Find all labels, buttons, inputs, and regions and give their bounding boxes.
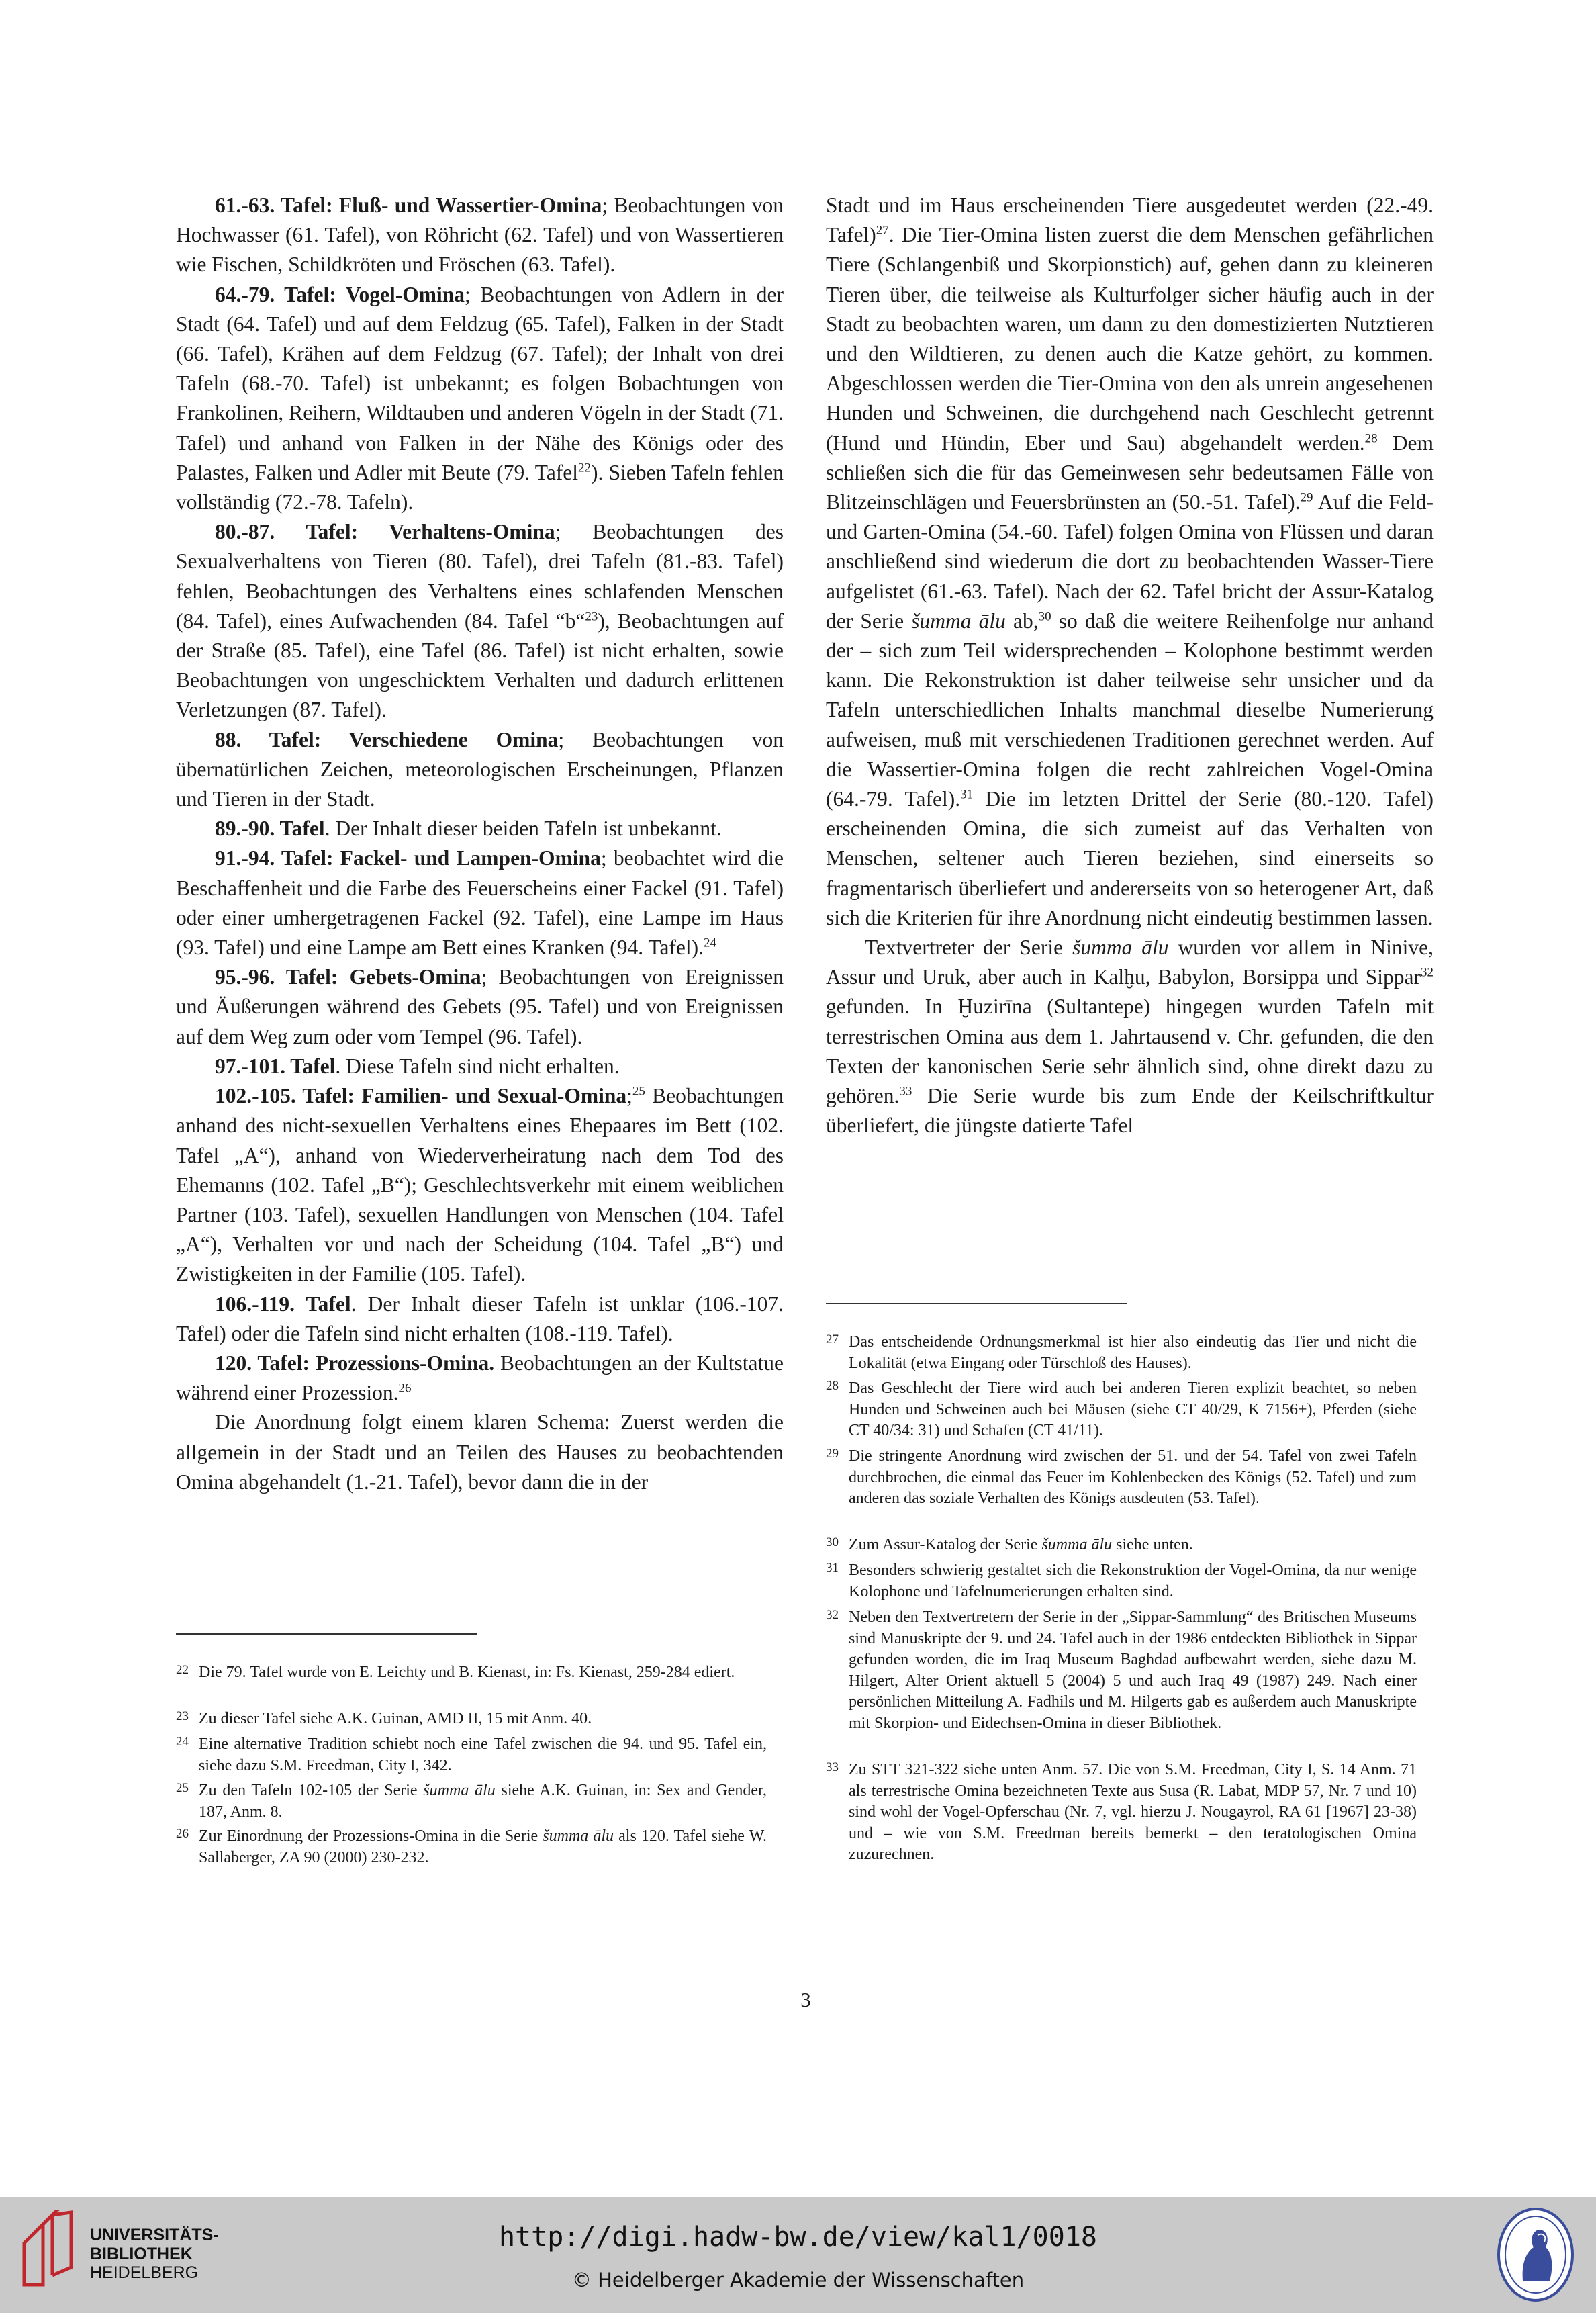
text-run: siehe unten.: [1112, 1536, 1193, 1553]
text-run: Die Anordnung folgt einem klaren Schema: Zuerst werden die allgemein in der Stadt und an Teilen des Hauses zu beobachtenden Omina abgehandelt (1.-21. Tafel), bevor dann die in der: [176, 1410, 784, 1494]
text-run: ; Beobachtungen des Sexualverhaltens von Tieren (80. Tafel), drei Tafeln (81.-83. Tafel) fehlen, Beobachtungen des Verhaltens eines schlafenden Menschen (84. Tafel), eines Aufwachenden (84. Tafel “b“: [176, 520, 784, 633]
text-run: Stadt und im Haus erscheinenden Tiere ausgedeutet werden (22.-49. Tafel): [826, 193, 1434, 247]
bold-heading: 120. Tafel: Prozessions-Omina.: [215, 1351, 495, 1375]
footnote: [176, 1780, 767, 1823]
footnote-number: 25: [176, 1781, 189, 1795]
footnote: [176, 1826, 767, 1868]
italic-title: šumma ālu: [543, 1827, 614, 1845]
footnote: [176, 1662, 767, 1684]
bold-heading: 61.-63. Tafel: Fluß- und Wassertier-Omina: [215, 193, 602, 217]
text-run: Die 79. Tafel wurde von E. Leichty und B. Kienast, in: Fs. Kienast, 259-284 ediert.: [199, 1664, 735, 1681]
body-paragraph: [176, 191, 784, 280]
academy-seal-icon: [1496, 2206, 1575, 2304]
bold-heading: 64.-79. Tafel: Vogel-Omina: [215, 282, 465, 306]
footnote-rule-right: [826, 1303, 1127, 1304]
text-run: . Die Tier-Omina listen zuerst die dem Menschen gefährlichen Tiere (Schlangenbiß und Skorpionstich) auf, gehen dann zu kleineren Tieren über, die teilweise als Kulturfolger sicher häufig auch in der Stadt zu beobachten waren, um dann zu den domestizierten Nutztieren und den Wildtieren, zu denen auch die Katze gehört, zu kommen. Abgeschlossen werden die Tier-Omina von den als unrein angesehenen Hunden und Schweinen, die durchgehend nach Geschlecht getrennt (Hund und Hündin, Eber und Sau) abgehandelt werden.: [826, 223, 1434, 455]
footnote-reference: 29: [1300, 490, 1313, 505]
footnote-text: [849, 1560, 1417, 1602]
text-run: ). Sieben Tafeln fehlen vollständig (72.-78. Tafeln).: [176, 460, 784, 514]
footnote-number: 27: [826, 1332, 839, 1347]
footnote: [826, 1760, 1417, 1866]
footnote: [826, 1607, 1417, 1734]
footnote-number: 26: [176, 1827, 189, 1841]
bold-heading: 106.-119. Tafel: [215, 1291, 351, 1316]
italic-title: šumma ālu: [1072, 936, 1169, 960]
text-run: ; Beobachtungen von Adlern in der Stadt (64. Tafel) und auf dem Feldzug (65. Tafel), Falken in der Stadt (66. Tafel), Krähen auf dem Feldzug (67. Tafel); der Inhalt von drei Tafeln (68.-70. Tafel) ist unbekannt; es folgen Bobachtungen von Frankolinen, Reihern, Wildtauben und anderen Vögeln in der Stadt (71. Tafel) und anhand von Falken in der Nähe des Königs oder des Palastes, Falken und Adler mit Beute (79. Tafel: [176, 282, 784, 484]
text-run: Zu den Tafeln 102-105 der Serie: [199, 1782, 424, 1799]
text-run: ab,: [1005, 608, 1039, 633]
text-run: Besonders schwierig gestaltet sich die Rekonstruktion der Vogel-Omina, da nur wenige Kolophone und Tafelnumerierungen erhalten sind.: [849, 1561, 1417, 1600]
footnote-text: [849, 1446, 1417, 1510]
body-paragraph: [176, 1289, 784, 1349]
footnote-text: [199, 1662, 767, 1684]
footnote-text: [849, 1607, 1417, 1734]
footnote-text: [849, 1378, 1417, 1442]
footnote-reference: 30: [1038, 609, 1051, 624]
body-paragraph: [176, 814, 784, 844]
text-run: Dem schließen sich die für das Gemeinwesen sehr bedeutsamen Fälle von Blitzeinschlägen und Feuersbrünsten an (50.-51. Tafel).: [826, 430, 1434, 514]
text-run: als 120. Tafel siehe W. Sallaberger, ZA 90 (2000) 230-232.: [199, 1827, 767, 1866]
text-run: . Der Inhalt dieser Tafeln ist unklar (106.-107. Tafel) oder die Tafeln sind nicht erhalten (108.-119. Tafel).: [176, 1291, 784, 1345]
footnote-reference: 31: [960, 787, 974, 802]
bold-heading: 88. Tafel: Verschiedene Omina: [215, 727, 559, 752]
university-library-name: UNIVERSITÄTS- BIBLIOTHEK HEIDELBERG: [90, 2226, 219, 2282]
body-paragraph: [176, 280, 784, 518]
body-paragraph: [176, 962, 784, 1052]
text-run: Beobachtungen an der Kultstatue während einer Prozession.: [176, 1351, 784, 1405]
footnote-number: 28: [826, 1379, 839, 1393]
permalink-url[interactable]: http://digi.hadw-bw.de/view/kal1/0018: [498, 2222, 1098, 2253]
footnote: [826, 1535, 1417, 1556]
footnote-number: 31: [826, 1561, 839, 1575]
text-run: Die stringente Anordnung wird zwischen der 51. und der 54. Tafel von zwei Tafeln durchbrochen, die einmal das Feuer im Kohlenbecken des Königs (52. Tafel) und zum anderen das soziale Verhalten des Königs ausdeuten (53. Tafel).: [849, 1447, 1417, 1507]
footnote-text: [199, 1734, 767, 1776]
text-run: ;: [626, 1084, 632, 1108]
footnote-rule-left: [176, 1633, 477, 1635]
bold-heading: 95.-96. Tafel: Gebets-Omina: [215, 965, 481, 989]
right-text-column: [826, 191, 1434, 1141]
footnote: [826, 1332, 1417, 1374]
footnote-reference: 27: [876, 223, 889, 238]
body-paragraph: [826, 191, 1434, 933]
footnote-reference: 28: [1364, 431, 1378, 446]
bold-heading: 102.-105. Tafel: Familien- und Sexual-Omina: [215, 1084, 627, 1108]
text-run: ), Beobachtungen auf der Straße (85. Tafel), eine Tafel (86. Tafel) ist nicht erhalten, sowie Beobachtungen von ungeschicktem Verhalten und dadurch erlittenen Verletzungen (87. Tafel).: [176, 608, 784, 722]
text-run: Das Geschlecht der Tiere wird auch bei anderen Tieren explizit beachtet, so neben Hunden und Schweinen auch bei Mäusen (siehe CT 40/29, K 7156+), Pferden (siehe CT 40/34: 31) und Schafen (CT 41/11).: [849, 1379, 1417, 1439]
footnote-number: 22: [176, 1663, 189, 1677]
text-run: Beobachtungen anhand des nicht-sexuellen Verhaltens eines Ehepaares im Bett (102. Tafel „A“), anhand von Wiederverheiratung nach dem Tod des Ehemanns (102. Tafel „B“); Geschlechtsverkehr mit einem weiblichen Partner (103. Tafel), sexuellen Handlungen von Menschen (104. Tafel „A“), Verhalten vor und nach der Scheidung (104. Tafel „B“) und Zwistigkeiten in der Familie (105. Tafel).: [176, 1084, 784, 1286]
text-run: ; beobachtet wird die Beschaffenheit und die Farbe des Feuerscheins einer Fackel (91. Tafel) oder einer umhergetragenen Fackel (92. Tafel), eine Lampe im Haus (93. Tafel) und eine Lampe am Bett eines Kranken (94. Tafel).: [176, 846, 784, 960]
text-run: ; Beobachtungen von Ereignissen und Äußerungen während des Gebets (95. Tafel) und von Ereignissen auf dem Weg zum oder vom Tempel (96. Tafel).: [176, 965, 784, 1048]
footnote-number: 32: [826, 1608, 839, 1622]
footnote-reference: 33: [899, 1084, 912, 1099]
body-paragraph: [176, 725, 784, 815]
footnote-text: [849, 1332, 1417, 1374]
text-run: Zum Assur-Katalog der Serie: [849, 1536, 1042, 1553]
footnote-text: [199, 1780, 767, 1823]
footnote-number: 24: [176, 1735, 189, 1749]
text-run: Eine alternative Tradition schiebt noch eine Tafel zwischen die 94. und 95. Tafel ein, siehe dazu S.M. Freedman, City I, 342.: [199, 1735, 767, 1774]
text-run: Auf die Feld- und Garten-Omina (54.-60. Tafel) folgen Omina von Flüssen und daran anschließend sind wiederum die dort zu beobachtenden Wasser-Tiere aufgelistet (61.-63. Tafel). Nach der 62. Tafel bricht der Assur-Katalog der Serie: [826, 490, 1434, 633]
italic-title: šumma ālu: [423, 1782, 496, 1799]
footnote-reference: 32: [1421, 965, 1434, 980]
text-run: Neben den Textvertretern der Serie in der „Sippar-Sammlung“ des Britischen Museums sind Manuskripte der 9. und 24. Tafel auch in der 1986 entdeckten Bibliothek in Sippar gefunden worden, die im Iraq Museum Baghdad aufbewahrt werden, siehe dazu M. Hilgert, Alter Orient aktuell 5 (2004) 5 und auch Iraq 49 (1987) 249. Nach einer persönlichen Mitteilung A. Fadhils und M. Hilgerts gab es außerdem auch Manuskripte mit Skorpion- und Eidechsen-Omina in dieser Bibliothek.: [849, 1608, 1417, 1732]
footnote: [176, 1709, 767, 1730]
footnote-reference: 25: [632, 1084, 645, 1099]
body-paragraph: [176, 844, 784, 962]
text-run: so daß die weitere Reihenfolge nur anhand der – sich zum Teil widersprechenden – Kolophone bestimmt werden kann. Die Rekonstruktion ist daher teilweise sehr unsicher und da Tafeln unterschiedlichen Inhalts manchmal dieselbe Numerierung aufweisen, muß mit verschiedenen Traditionen gerechnet werden. Auf die Wassertier-Omina folgen die recht zahlreichen Vogel-Omina (64.-79. Tafel).: [826, 608, 1434, 811]
footnote-text: [199, 1709, 767, 1730]
text-run: siehe A.K. Guinan, in: Sex and Gender, 187, Anm. 8.: [199, 1782, 767, 1821]
body-paragraph: [176, 517, 784, 725]
text-run: . Der Inhalt dieser beiden Tafeln ist unbekannt.: [324, 817, 722, 841]
body-paragraph: [176, 1052, 784, 1081]
text-run: ; Beobachtungen von Hochwasser (61. Tafel), von Röhricht (62. Tafel) und von Wassertieren wie Fischen, Schildkröten und Fröschen (63. Tafel).: [176, 193, 784, 277]
footnote-text: [199, 1826, 767, 1868]
body-paragraph: [176, 1081, 784, 1289]
bold-heading: 91.-94. Tafel: Fackel- und Lampen-Omina: [215, 846, 601, 870]
bold-heading: 80.-87. Tafel: Verhaltens-Omina: [215, 520, 555, 544]
body-paragraph: [176, 1349, 784, 1408]
bold-heading: 89.-90. Tafel: [215, 817, 325, 841]
footnote: [826, 1378, 1417, 1442]
italic-title: šumma ālu: [911, 608, 1006, 633]
copyright-notice: © Heidelberger Akademie der Wissenschaften: [571, 2269, 1025, 2292]
footnote: [826, 1560, 1417, 1602]
footer-bar: [0, 2197, 1596, 2313]
footnote: [826, 1446, 1417, 1510]
footnote-reference: 24: [704, 936, 717, 950]
text-run: gefunden. In Ḫuzirīna (Sultantepe) hingegen wurden Tafeln mit terrestrischen Omina aus dem 1. Jahrtausend v. Chr. gefunden, die den Texten der kanonischen Serie sehr ähnlich sind, ohne direkt dazu zu gehören.: [826, 995, 1434, 1108]
text-run: Zur Einordnung der Prozessions-Omina in die Serie: [199, 1827, 543, 1845]
footnote-text: [849, 1760, 1417, 1866]
text-run: Das entscheidende Ordnungsmerkmal ist hier also eindeutig das Tier und nicht die Lokalität (etwa Eingang oder Türschloß des Hauses).: [849, 1333, 1417, 1372]
text-run: . Diese Tafeln sind nicht erhalten.: [335, 1054, 620, 1078]
text-run: ; Beobachtungen von übernatürlichen Zeichen, meteorologischen Erscheinungen, Pflanzen und Tieren in der Stadt.: [176, 727, 784, 811]
text-run: Die im letzten Drittel der Serie (80.-120. Tafel) erscheinenden Omina, die sich zumeist auf das Verhalten von Menschen, seltener auch Tieren beziehen, sind einerseits so fragmentarisch überliefert und andererseits von so heterogener Art, daß sich die Kriterien für ihre Anordnung nicht eindeutig bestimmen lassen.: [826, 787, 1434, 929]
bold-heading: 97.-101. Tafel: [215, 1054, 336, 1078]
page-number: 3: [800, 1988, 811, 2011]
body-paragraph: [176, 1408, 784, 1497]
footnote-text: [849, 1535, 1417, 1556]
footnote: [176, 1734, 767, 1776]
text-run: wurden vor allem in Ninive, Assur und Uruk, aber auch in Kalḫu, Babylon, Borsippa und Sippar: [826, 936, 1434, 989]
italic-title: šumma ālu: [1041, 1536, 1113, 1553]
footnote-number: 33: [826, 1760, 839, 1774]
footnote-number: 23: [176, 1709, 189, 1723]
footnote-reference: 26: [398, 1381, 412, 1396]
footnote-number: 30: [826, 1535, 839, 1549]
text-run: Zu STT 321-322 siehe unten Anm. 57. Die von S.M. Freedman, City I, S. 14 Anm. 71 als terrestrische Omina bezeichneten Texte aus Susa (R. Labat, MDP 57, Nr. 7 und 10) sind wohl der Vogel-Opferschau (Nr. 7, vgl. hierzu J. Nougayrol, RA 61 [1967] 23-38) und – wie von S.M. Freedman bereits bemerkt – den teratologischen Omina zuzurechnen.: [849, 1761, 1417, 1863]
footnote-reference: 23: [585, 609, 598, 624]
footnote-reference: 22: [578, 461, 592, 475]
footnote-number: 29: [826, 1447, 839, 1461]
left-text-column: [176, 191, 784, 1497]
body-paragraph: [826, 933, 1434, 1140]
text-run: Die Serie wurde bis zum Ende der Keilschriftkultur überliefert, die jüngste datierte Tafel: [826, 1084, 1434, 1138]
text-run: Zu dieser Tafel siehe A.K. Guinan, AMD II, 15 mit Anm. 40.: [199, 1710, 592, 1727]
text-run: Textvertreter der Serie: [865, 936, 1073, 960]
